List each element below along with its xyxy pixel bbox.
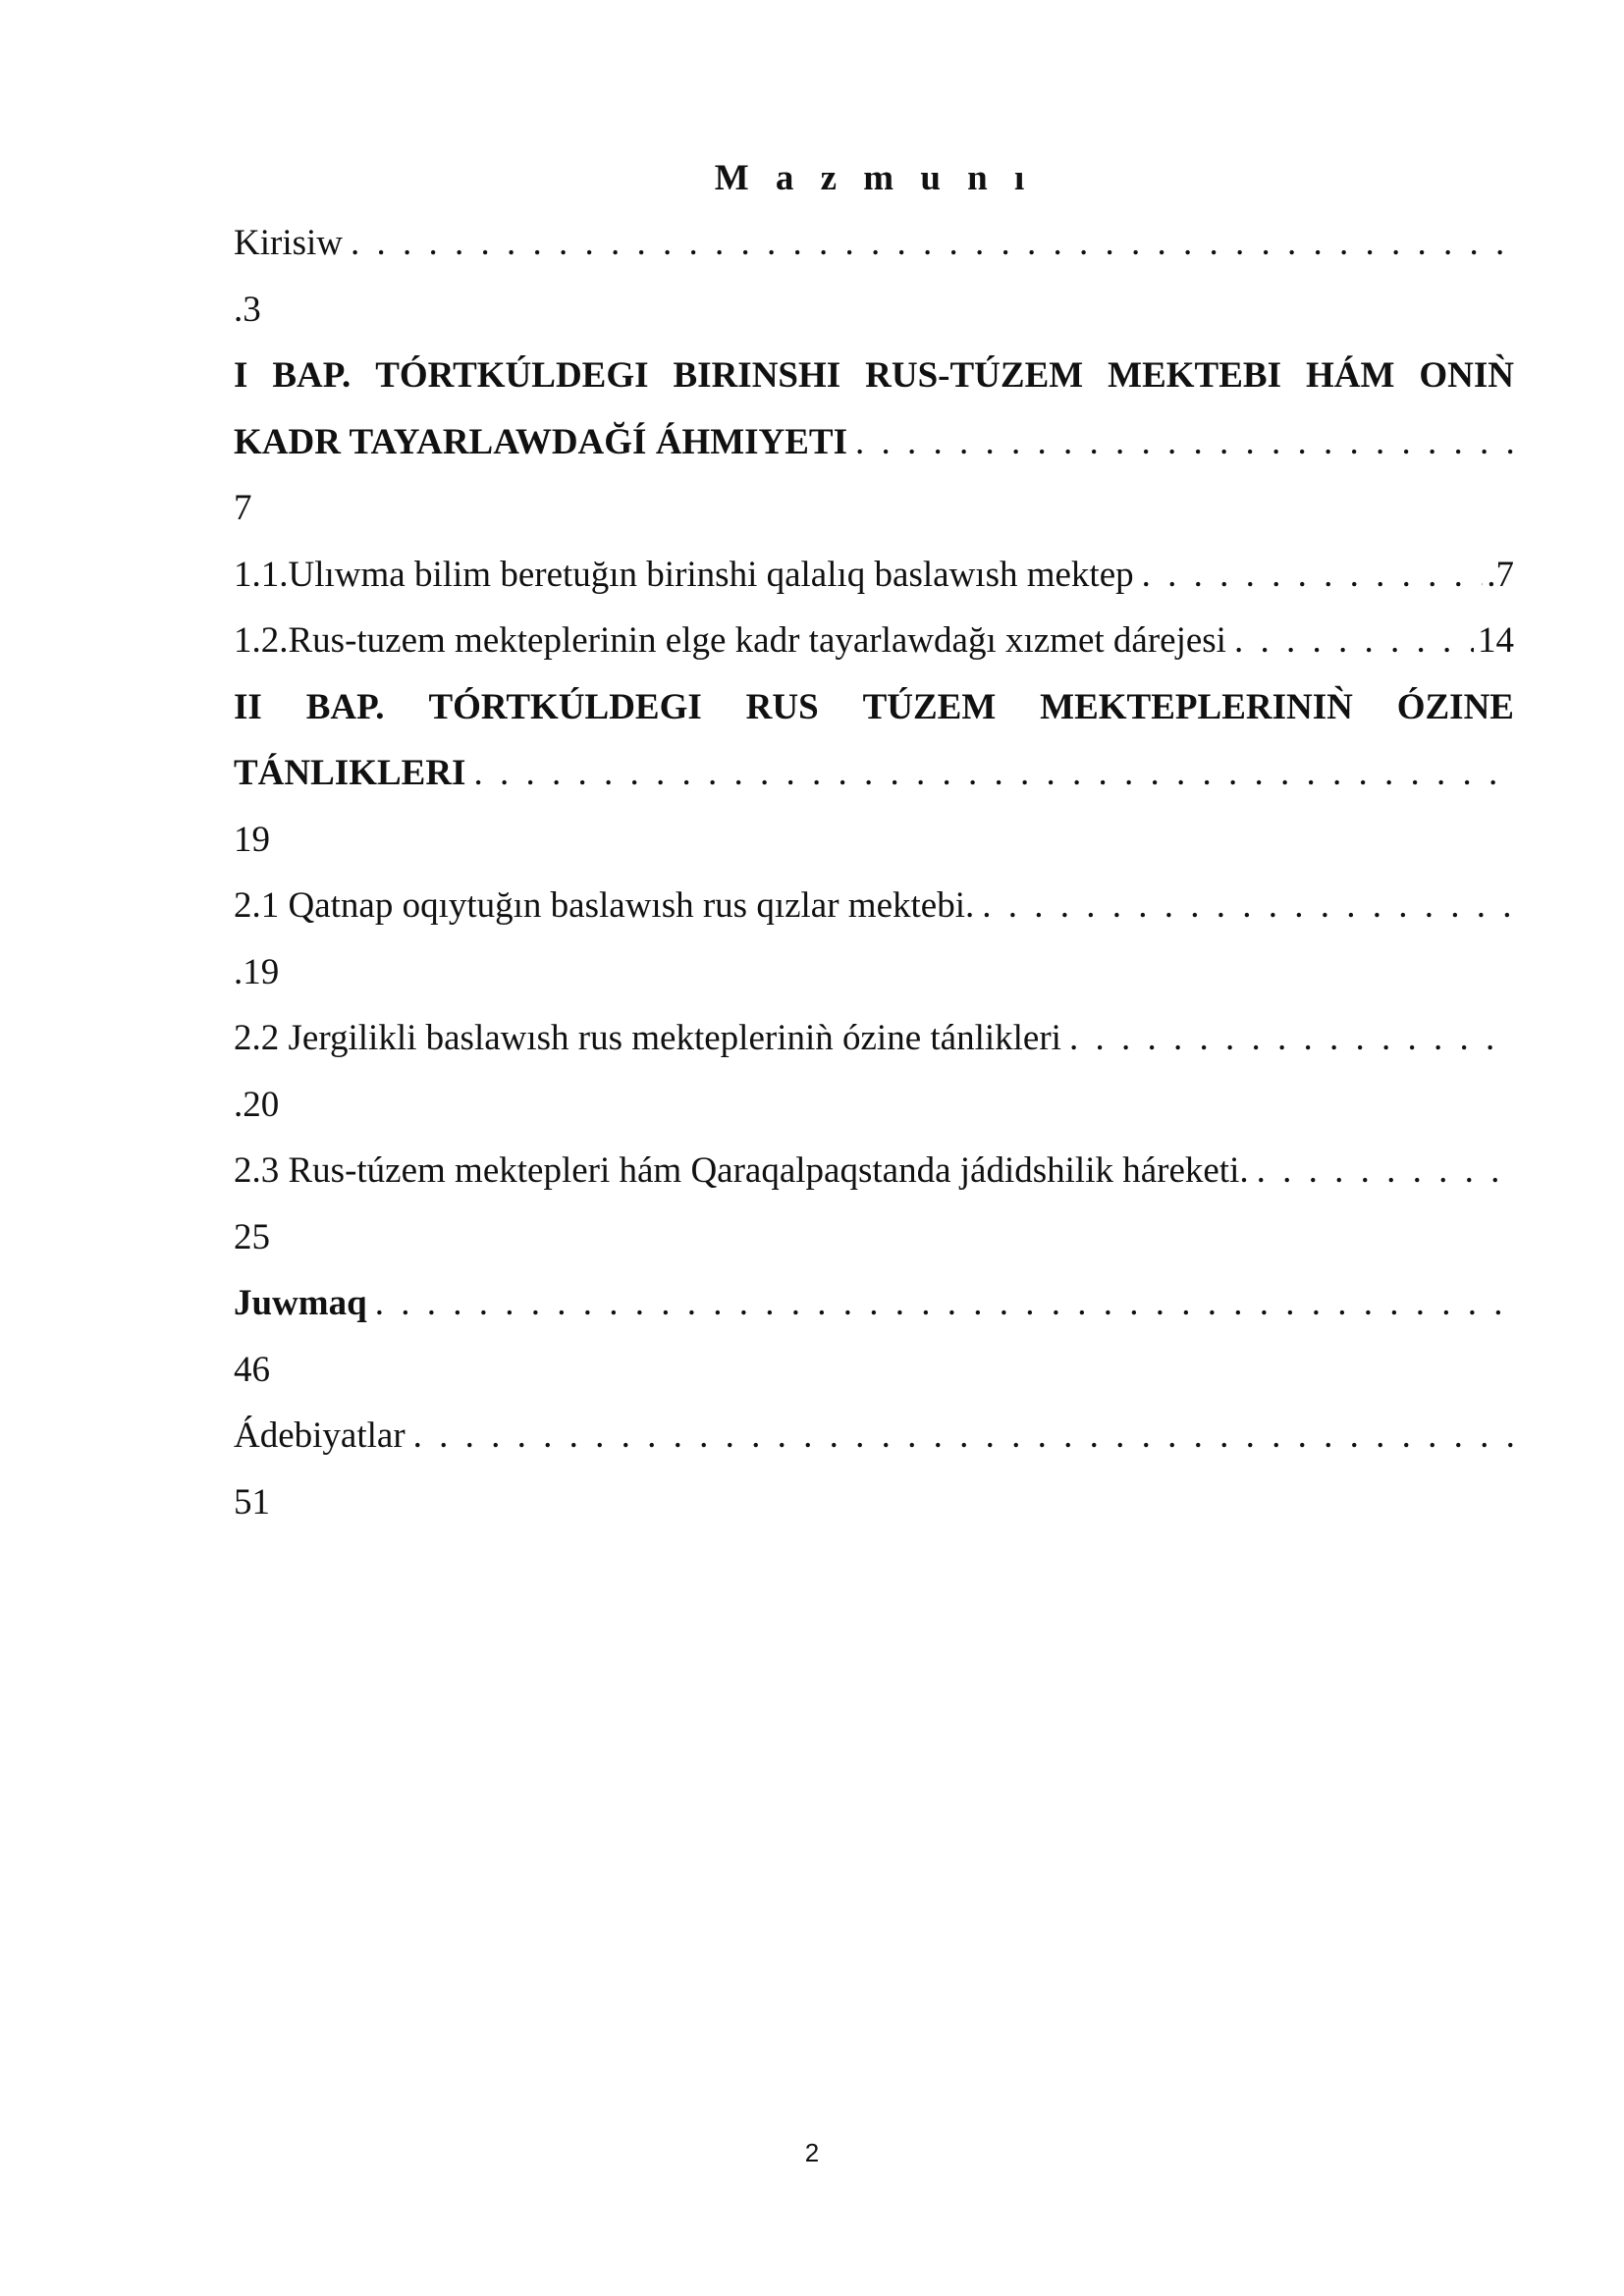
- heading-word: I: [234, 355, 248, 396]
- toc-entry-juwmaq[interactable]: [234, 1270, 1514, 1337]
- toc-entry-kirisiw[interactable]: [234, 210, 1514, 277]
- heading-word: ÓZINE: [1396, 686, 1514, 727]
- toc-page-number: 25: [234, 1216, 270, 1257]
- heading-word: RUS: [745, 686, 819, 727]
- toc-entry-page: [234, 277, 1514, 344]
- toc-entry-2-2[interactable]: [234, 1005, 1514, 1072]
- toc-entry-page: [234, 1072, 1514, 1139]
- dot-leader: [1257, 1138, 1514, 1204]
- toc-chapter-2-heading[interactable]: [234, 674, 1514, 741]
- toc-chapter-1-heading[interactable]: [234, 343, 1514, 409]
- toc-chapter-2-heading-cont[interactable]: [234, 740, 1514, 807]
- heading-word: ONIǸ: [1419, 355, 1514, 396]
- toc-entry-number: 1.1.: [234, 554, 289, 595]
- dot-leader: [982, 873, 1514, 939]
- toc-entry-text: Kirisiw: [234, 223, 343, 263]
- toc-entry-1-2[interactable]: [234, 608, 1514, 674]
- heading-word: II: [234, 686, 262, 727]
- toc-entry-page: [234, 475, 1514, 542]
- toc-page-number: 14: [1478, 620, 1514, 661]
- toc-page-number: .3: [234, 289, 261, 330]
- dot-leader: [855, 409, 1514, 476]
- toc-entry-text: TÁNLIKLERI: [234, 753, 466, 793]
- toc-entry-2-3[interactable]: [234, 1138, 1514, 1204]
- toc-entry-text: 2.3 Rus-túzem mektepleri hám Qaraqalpaqstanda jádidshilik háreketi.: [234, 1150, 1249, 1191]
- toc-entry-page: [234, 1337, 1514, 1404]
- toc-entry-text: Ulıwma bilim beretuğın birinshi qalalıq baslawısh mektep: [288, 554, 1134, 595]
- toc-entry-page: [234, 1204, 1514, 1271]
- toc-page-number: .7: [1487, 554, 1514, 595]
- toc-list: [234, 210, 1514, 1535]
- toc-page-number: 19: [234, 819, 270, 860]
- toc-entry-text: 2.1 Qatnap oqıytuğın baslawısh rus qızlar mektebi.: [234, 885, 975, 926]
- toc-entry-text: Juwmaq: [234, 1283, 367, 1323]
- dot-leader: [1142, 542, 1484, 609]
- heading-word: BAP.: [305, 686, 385, 727]
- toc-entry-text: Rus-tuzem mekteplerinin elge kadr tayarlawdağı xızmet dárejesi: [288, 620, 1226, 661]
- toc-entry-number: 1.2.: [234, 620, 289, 661]
- toc-entry-text: KADR TAYARLAWDAĞÍ ÁHMIYETI: [234, 421, 848, 462]
- toc-entry-text: Ádebiyatlar: [234, 1415, 406, 1456]
- page-number-footer: 2: [804, 2138, 820, 2167]
- heading-word: TÓRTKÚLDEGI: [428, 686, 702, 727]
- heading-word: RUS-TÚZEM: [865, 355, 1084, 396]
- dot-leader: [375, 1270, 1514, 1337]
- dot-leader: [1234, 608, 1474, 674]
- toc-chapter-1-heading-cont[interactable]: [234, 409, 1514, 476]
- toc-entry-adebiyatlar[interactable]: [234, 1403, 1514, 1469]
- dot-leader: [351, 210, 1514, 277]
- toc-page-number: 7: [234, 488, 252, 528]
- toc-entry-page: [234, 939, 1514, 1006]
- heading-word: BIRINSHI: [673, 355, 841, 396]
- heading-word: HÁM: [1305, 355, 1395, 396]
- toc-entry-text: 2.2 Jergilikli baslawısh rus mektepleriniǹ ózine tánlikleri: [234, 1018, 1061, 1058]
- heading-word: TÚZEM: [862, 686, 997, 727]
- toc-page-number: 51: [234, 1481, 270, 1522]
- toc-entry-1-1[interactable]: [234, 542, 1514, 609]
- toc-entry-page: [234, 1469, 1514, 1536]
- toc-title: M a z m u n ı: [714, 158, 1034, 198]
- heading-word: BAP.: [272, 355, 352, 396]
- heading-word: MEKTEPLERINIǸ: [1040, 686, 1353, 727]
- heading-word: MEKTEBI: [1108, 355, 1281, 396]
- toc-page-number: .19: [234, 951, 280, 992]
- toc-page-number: .20: [234, 1084, 280, 1125]
- dot-leader: [473, 740, 1514, 807]
- dot-leader: [1069, 1005, 1514, 1072]
- toc-entry-page: [234, 807, 1514, 874]
- toc-page-number: 46: [234, 1349, 270, 1390]
- heading-word: TÓRTKÚLDEGI: [375, 355, 649, 396]
- toc-entry-2-1[interactable]: [234, 873, 1514, 939]
- dot-leader: [413, 1403, 1514, 1469]
